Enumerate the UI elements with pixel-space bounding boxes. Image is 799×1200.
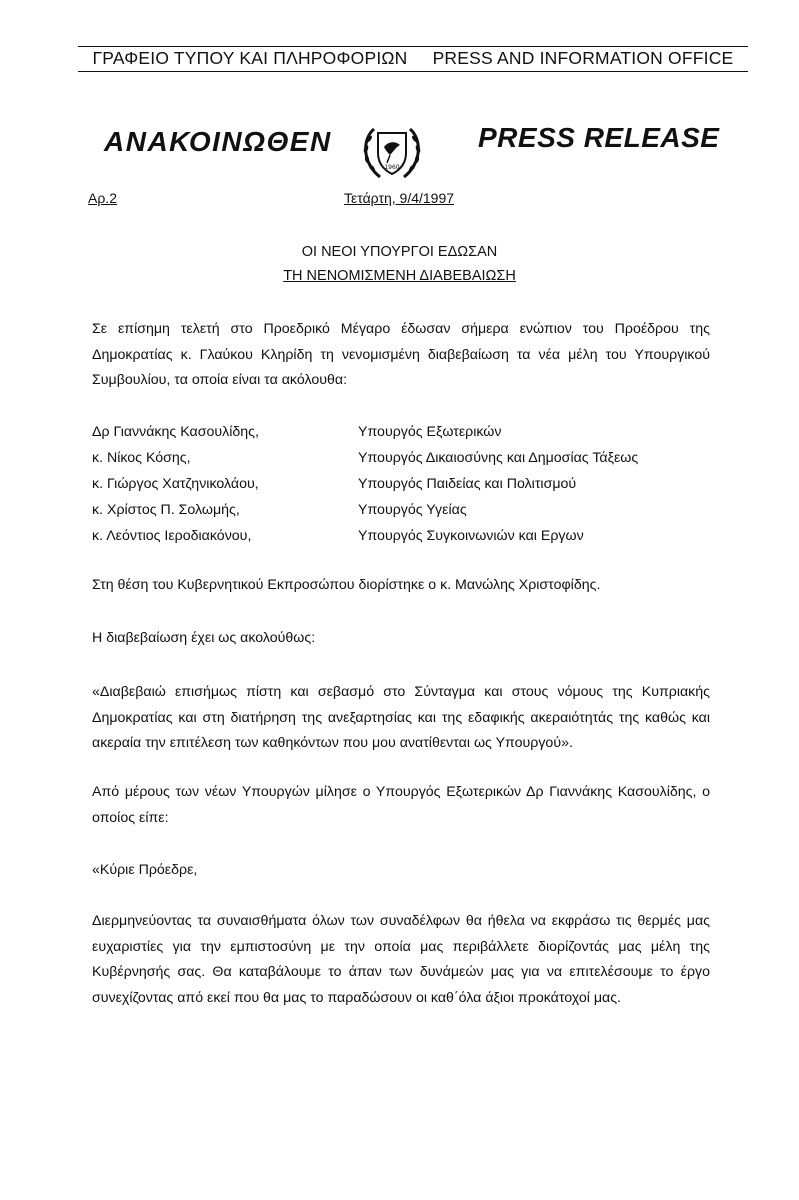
minister-post: Υπουργός Δικαιοσύνης και Δημοσίας Τάξεως	[358, 450, 639, 466]
minister-name: κ. Γιώργος Χατζηνικολάου,	[92, 476, 259, 492]
release-date: Τετάρτη, 9/4/1997	[344, 190, 455, 206]
oath-intro: Η διαβεβαίωση έχει ως ακολούθως:	[92, 630, 316, 646]
minister-post: Υπουργός Υγείας	[358, 502, 467, 518]
spokesman-paragraph: Στη θέση του Κυβερνητικού Εκπροσώπου διορίστηκε ο κ. Μανώλης Χριστοφίδης.	[92, 577, 601, 593]
svg-text:1960: 1960	[384, 164, 400, 171]
heading-line-1: ΟΙ ΝΕΟΙ ΥΠΟΥΡΓΟΙ ΕΔΩΣΑΝ	[301, 244, 498, 260]
minister-name: κ. Λεόντιος Ιεροδιακόνου,	[92, 528, 252, 544]
minister-name: κ. Χρίστος Π. Σολωμής,	[92, 502, 240, 518]
oath-text: «Διαβεβαιώ επισήμως πίστη και σεβασμό στο Σύνταγμα και στους νόμους της Κυπριακής Δημοκρατίας και στη διατήρηση της ανεξαρτησίας και της εδαφικής ακεραιότητάς της καθώς και ακεραία την επιτέλεση των καθηκόντων που μου ανατίθενται ως Υπουργού».	[92, 684, 710, 751]
header-english: PRESS AND INFORMATION OFFICE	[418, 46, 748, 72]
minister-post: Υπουργός Εξωτερικών	[358, 424, 502, 440]
minister-post: Υπουργός Συγκοινωνιών και Εργων	[358, 528, 584, 544]
minister-post: Υπουργός Παιδείας και Πολιτισμού	[358, 476, 577, 492]
intro-paragraph: Σε επίσημη τελετή στο Προεδρικό Μέγαρο έδωσαν σήμερα ενώπιον του Προέδρου της Δημοκρατίας κ. Γλαύκου Κληρίδη τη νενομισμένη διαβεβαίωση τα νέα μέλη του Υπουργικού Συμβουλίου, τα οποία είναι τα ακόλουθα:	[92, 321, 710, 388]
speech-intro: Από μέρους των νέων Υπουργών μίλησε ο Υπουργός Εξωτερικών Δρ Γιαννάκης Κασουλίδης, ο οποίος είπε:	[92, 784, 710, 826]
cyprus-coat-of-arms-icon	[354, 117, 430, 185]
minister-name: κ. Νίκος Κόσης,	[92, 450, 191, 466]
salutation: «Κύριε Πρόεδρε,	[92, 862, 198, 878]
minister-name: Δρ Γιαννάκης Κασουλίδης,	[92, 424, 259, 440]
title-english: PRESS RELEASE	[478, 122, 720, 153]
speech-paragraph: Διερμηνεύοντας τα συναισθήματα όλων των συναδέλφων θα ήθελα να εκφράσω τις θερμές μας ευχαριστίες για την εμπιστοσύνη με την οποία μας περιβάλλετε διορίζοντάς μας μέλη της Κυβέρνησής σας. Θα καταβάλουμε το άπαν των δυνάμεών μας για να επιτελέσουμε το έργο συνεχίζοντας από εκεί που θα μας το παραδώσουν οι καθ΄όλα άξιοι προκάτοχοί μας.	[92, 913, 710, 1006]
header-greek: ΓΡΑΦΕΙΟ ΤΥΠΟΥ ΚΑΙ ΠΛΗΡΟΦΟΡΙΩΝ	[78, 46, 422, 72]
title-greek: ΑΝΑΚΟΙΝΩΘΕΝ	[104, 126, 332, 157]
heading-line-2: ΤΗ ΝΕΝΟΜΙΣΜΕΝΗ ΔΙΑΒΕΒΑΙΩΣΗ	[283, 268, 516, 284]
release-number: Αρ.2	[88, 190, 117, 206]
